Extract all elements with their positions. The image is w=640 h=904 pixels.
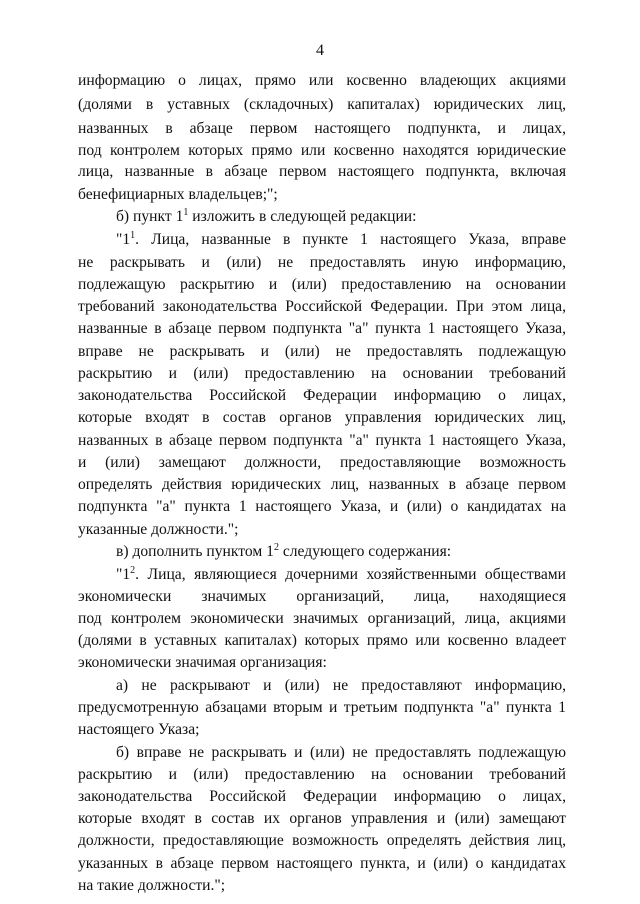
text-line: под контролем которых прямо или косвенно находятся юридические — [78, 142, 566, 159]
text-line: информацию о лицах, прямо или косвенно владеющих акциями — [78, 72, 566, 89]
text-line: подпункта "а" пункта 1 настоящего Указа, и (или) о кандидатах на — [78, 498, 566, 515]
text-line: в) дополнить пунктом $1^2$ следующего содержания: — [116, 542, 452, 560]
text-line: законодательства Российской Федерации информацию о лицах, — [78, 387, 566, 404]
text-line: настоящего Указа; — [78, 721, 200, 738]
text-line: "$1^1$. Лица, названные в пункте 1 настоящего Указа, вправе — [116, 230, 566, 248]
text-line: экономически значимых организаций, лица, находящиеся — [78, 588, 566, 605]
text-line: на такие должности."; — [78, 877, 226, 894]
text-line: названные в абзаце первом подпункта "а" пункта 1 настоящего Указа, — [78, 320, 566, 337]
superscript: 1 — [130, 230, 136, 241]
text-line: требований законодательства Российской Федерации. При этом лица, — [78, 298, 566, 315]
superscript: 1 — [183, 207, 189, 218]
text-line: лица, названные в абзаце первом настоящего подпункта, включая — [78, 163, 566, 180]
text-line: подлежащую раскрытию и (или) предоставлению на основании — [78, 276, 566, 293]
text-line: "$1^2$. Лица, являющиеся дочерними хозяйственными обществами — [116, 565, 566, 583]
text-line: законодательства Российской Федерации информацию о лицах, — [78, 788, 566, 805]
text-line: экономически значимая организация: — [78, 654, 327, 671]
text-line: а) не раскрывают и (или) не предоставляют информацию, — [116, 677, 566, 694]
superscript: 2 — [273, 542, 279, 553]
text-line: и (или) замещают должности, предоставляющие возможность — [78, 454, 566, 471]
text-line: б) вправе не раскрывать и (или) не предоставлять подлежащую — [116, 744, 566, 761]
text-line: которые входят в состав их органов управления и (или) замещают — [78, 810, 566, 827]
text-line: которые входят в состав органов управления юридических лиц, — [78, 409, 566, 426]
text-line: раскрытию и (или) предоставлению на основании требований — [78, 766, 566, 783]
text-line: предусмотренную абзацами вторым и третьим подпункта "а" пункта 1 — [78, 699, 566, 716]
text-line: вправе не раскрывать и (или) не предоставлять подлежащую — [78, 343, 566, 360]
text-line: указанные должности."; — [78, 521, 239, 538]
text-line: определять действия юридических лиц, названных в абзаце первом — [78, 476, 566, 493]
text-line: раскрытию и (или) предоставлению на основании требований — [78, 365, 566, 382]
text-line: б) пункт $1^1$ изложить в следующей редакции: — [116, 207, 417, 225]
text-line: названных в абзаце первом подпункта "а" пункта 1 настоящего Указа, — [78, 432, 566, 449]
text-line: не раскрывать и (или) не предоставлять иную информацию, — [78, 254, 566, 271]
superscript: 2 — [130, 565, 136, 576]
text-line: бенефициарных владельцев;"; — [78, 186, 278, 203]
text-line: под контролем экономически значимых организаций, лица, акциями — [78, 610, 566, 627]
text-line: (долями в уставных (складочных) капиталах) юридических лиц, — [78, 96, 566, 113]
text-line: названных в абзаце первом настоящего подпункта, и лицах, — [78, 120, 566, 137]
page-number: 4 — [316, 42, 324, 59]
text-line: указанных в абзаце первом настоящего пункта, и (или) о кандидатах — [78, 855, 566, 872]
text-line: должности, предоставляющие возможность определять действия лиц, — [78, 832, 566, 849]
text-line: (долями в уставных капиталах) которых прямо или косвенно владеет — [78, 632, 566, 649]
